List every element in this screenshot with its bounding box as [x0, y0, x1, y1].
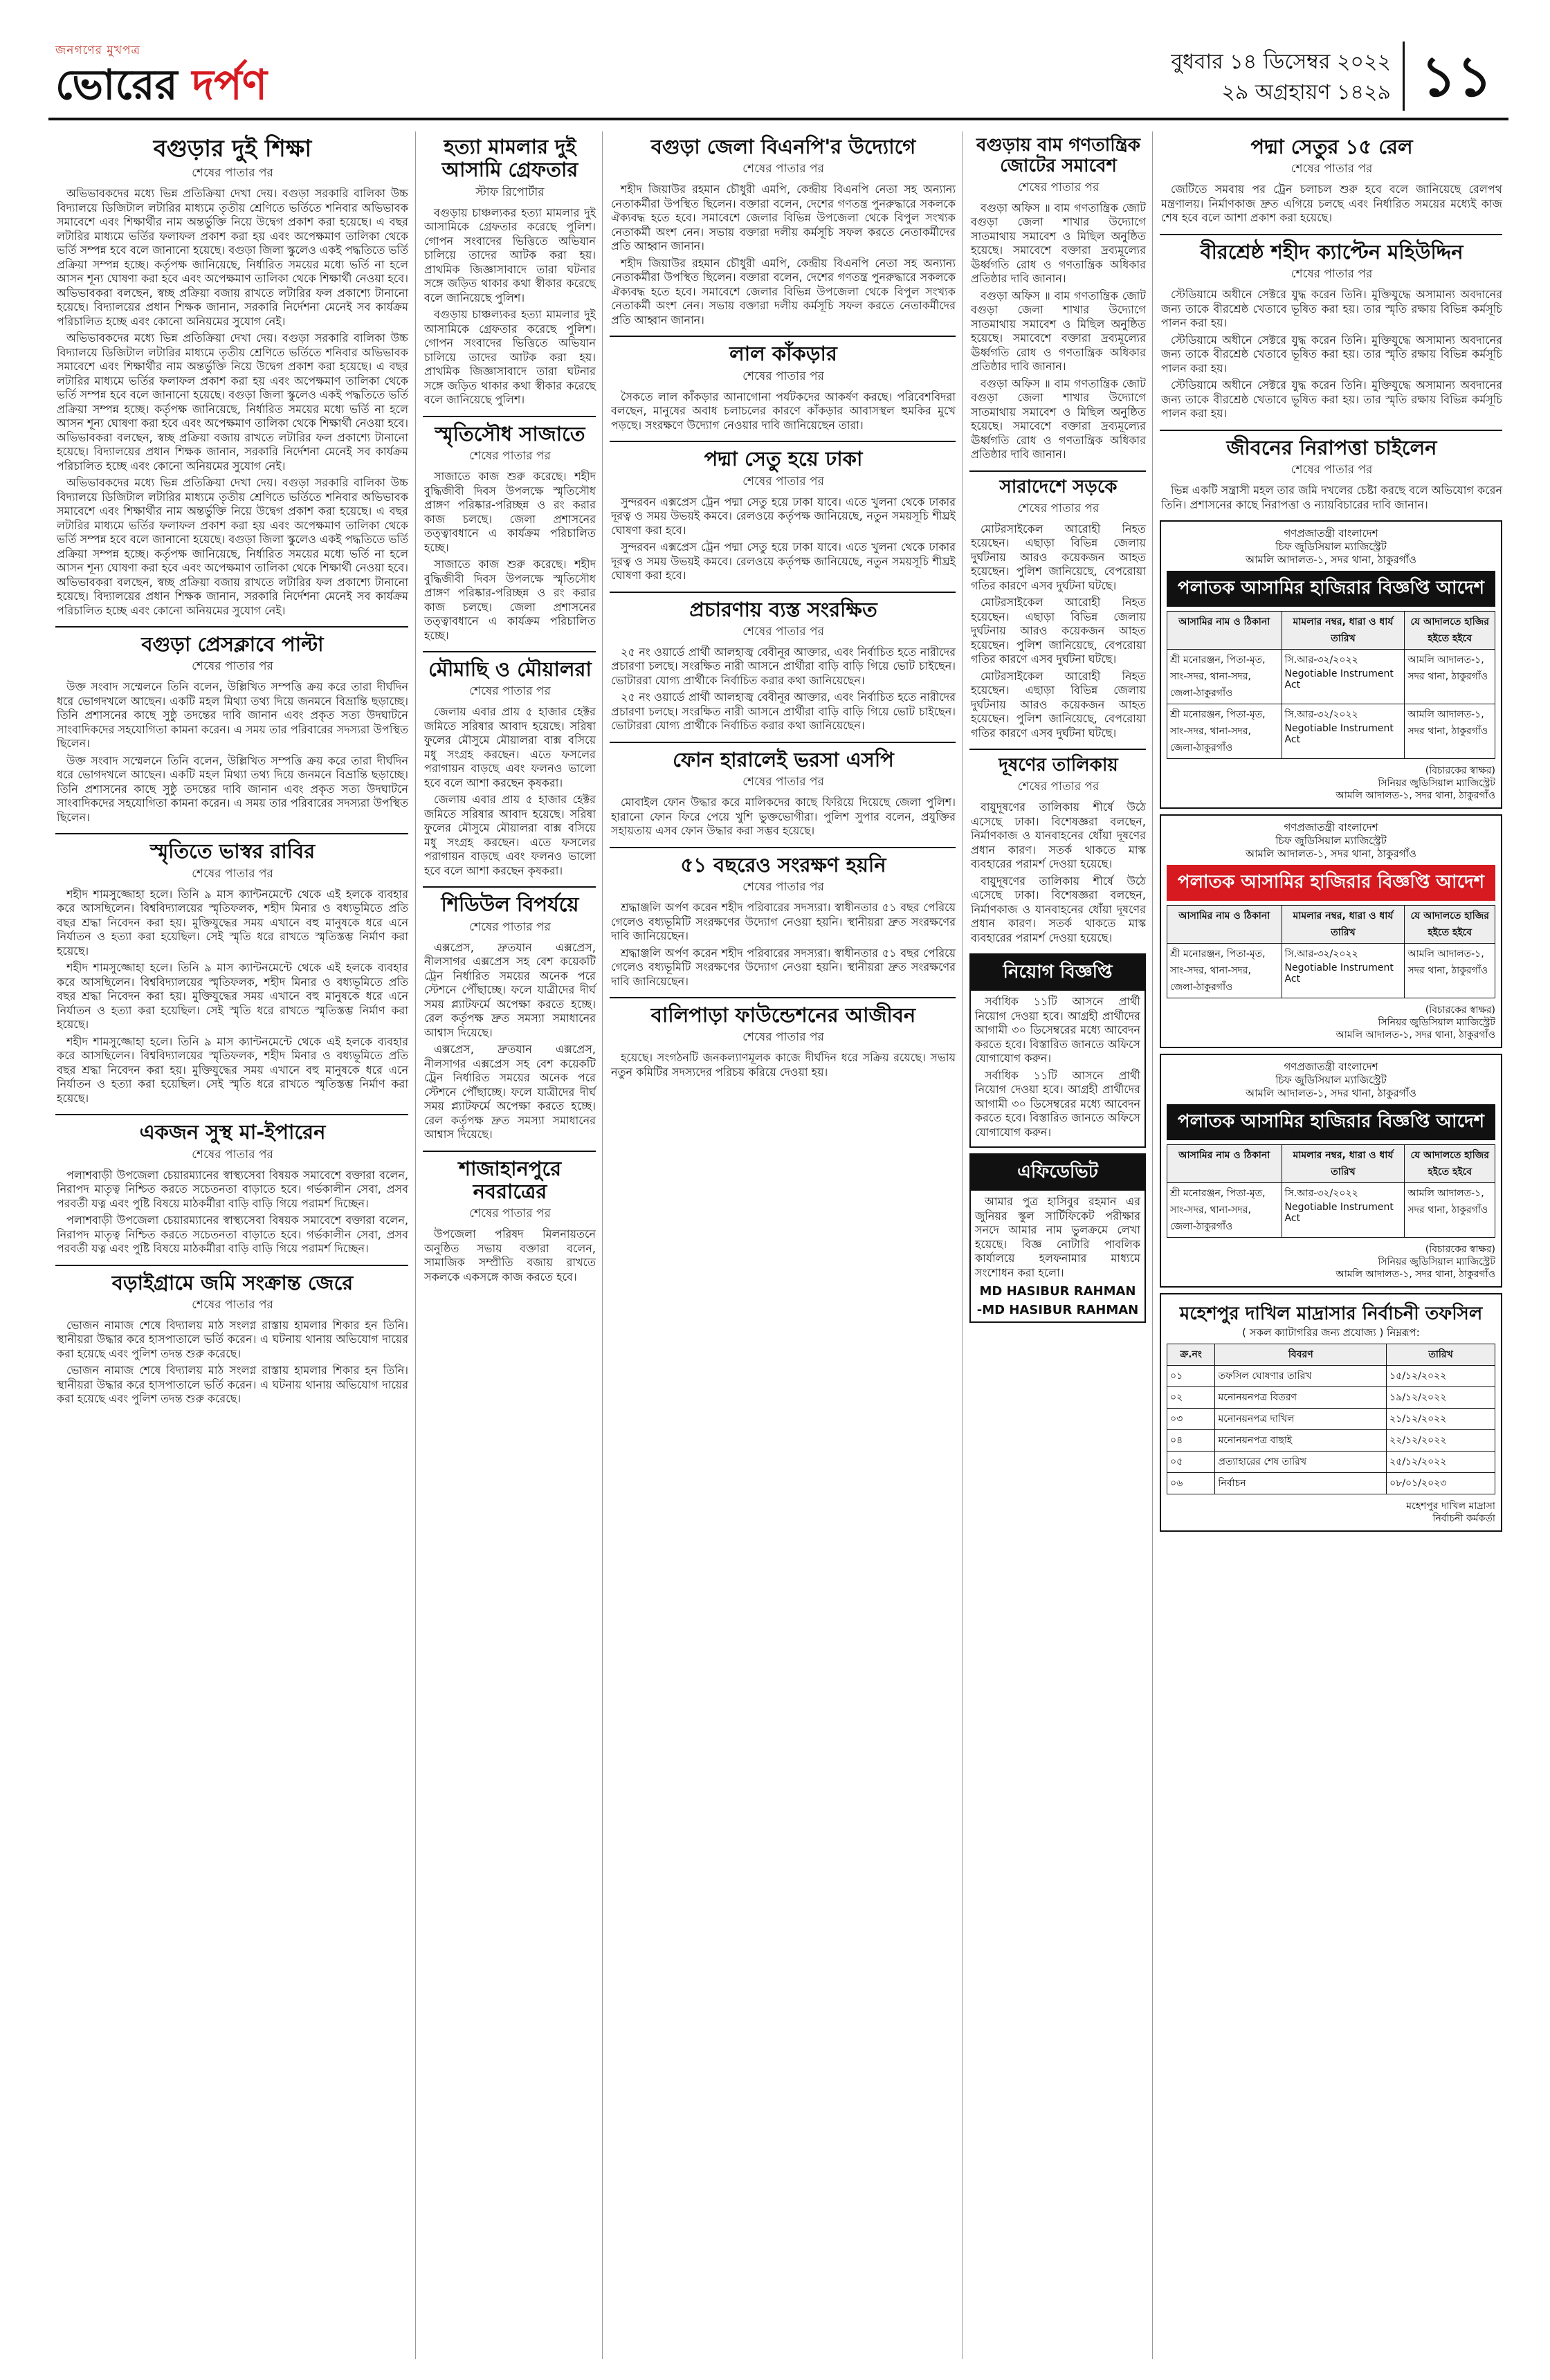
ad-heading: এফিডেভিট: [971, 1155, 1145, 1191]
continued-label: শেষের পাতার পর: [192, 1297, 273, 1312]
story-phone-sp: [611, 749, 956, 839]
headline: স্মৃতিসৌধ সাজাতে: [435, 421, 585, 446]
divider: [610, 441, 956, 442]
divider: [423, 651, 596, 652]
date-gregorian: বুধবার ১৪ ডিসেম্বর ২০২২: [1171, 50, 1391, 74]
ad-body: আমার পুত্র হাসিবুর রহমান এর জুনিয়র স্কুল সার্টিফিকেট পরীক্ষার সনদে আমার নাম ভুলক্রমে লেখা হয়েছে। বিজ্ঞ নোটারি পাবলিক কার্যালয়ে হলফনামার মাধ্যমে সংশোধন করা হলো।: [975, 1195, 1140, 1279]
continued-label: শেষের পাতার পর: [742, 775, 824, 789]
column-3: [602, 131, 963, 2359]
continued-label: শেষের পাতার পর: [742, 880, 824, 895]
headline: ফোন হারালেই ভরসা এসপি: [673, 747, 894, 771]
headline: বগুড়া জেলা বিএনপি'র উদ্যোগে: [650, 135, 916, 158]
table-header: ক্র.নং: [1167, 1344, 1215, 1365]
logo-title-b: দর্পণ: [192, 61, 267, 109]
ad-body: সর্বাধিক ১১টি আসনে প্রার্থী নিয়োগ দেওয়া হবে। আগ্রহী প্রার্থীদের আগামী ৩০ ডিসেম্বরের মধ্যে আবেদন করতে হবে। বিস্তারিত জানতে অফিসে যোগাযোগ করুন। সর্বাধিক ১১টি আসনে প্রার্থী নিয়োগ দেওয়া হবে। আগ্রহী প্রার্থীদের আগামী ৩০ ডিসেম্বরের মধ্যে আবেদন করতে হবে। বিস্তারিত জানতে অফিসে যোগাযোগ করুন।: [975, 995, 1140, 1139]
headline: দূষণের তালিকায়: [999, 755, 1118, 776]
notice-table: [1167, 1144, 1495, 1238]
column-2: [415, 131, 603, 2359]
table-row: ০২ মনোনয়নপত্র বিতরণ ১৯/১২/২০২২: [1167, 1386, 1495, 1408]
story-body: এক্সপ্রেস, দ্রুতযান এক্সপ্রেস, নীলসাগর এক্সপ্রেস সহ বেশ কয়েকটি ট্রেন নির্ধারিত সময়ের অনেক পরে স্টেশনে পৌঁছাচ্ছে। ফলে যাত্রীদের দীর্ঘ সময় প্ল্যাটফর্মে অপেক্ষা করতে হচ্ছে। রেল কর্তৃপক্ষ দ্রুত সমস্যা সমাধানের আশ্বাস দিয়েছে। এক্সপ্রেস, দ্রুতযান এক্সপ্রেস, নীলসাগর এক্সপ্রেস সহ বেশ কয়েকটি ট্রেন নির্ধারিত সময়ের অনেক পরে স্টেশনে পৌঁছাচ্ছে। ফলে যাত্রীদের দীর্ঘ সময় প্ল্যাটফর্মে অপেক্ষা করতে হচ্ছে। রেল কর্তৃপক্ষ দ্রুত সমস্যা সমাধানের আশ্বাস দিয়েছে।: [424, 940, 596, 1142]
table-header: মামলার নম্বর, ধারা ও ধার্য তারিখ: [1282, 1145, 1405, 1183]
notice-title: পলাতক আসামির হাজিরার বিজ্ঞপ্তি আদেশ: [1167, 571, 1495, 607]
headline: পদ্মা সেতু হয়ে ঢাকা: [704, 447, 863, 471]
story-body: ভিন্ন একটি সন্ত্রাসী মহল তার জমি দখলের চেষ্টা করছে বলে অভিযোগ করেন তিনি। প্রশাসনের কাছে নিরাপত্তা ও ন্যায়বিচারের দাবি জানান।: [1161, 484, 1502, 511]
table-row: ০৪ মনোনয়নপত্র বাছাই ২২/১২/২০২২: [1167, 1429, 1495, 1451]
notice-org: গণপ্রজাতন্ত্রী বাংলাদেশ চিফ জুডিসিয়াল ম্যাজিস্ট্রেট আমলি আদালত-১, সদর থানা, ঠাকুরগাঁও: [1246, 1061, 1416, 1100]
divider: [610, 742, 956, 743]
divider: [610, 336, 956, 337]
divider: [423, 416, 596, 417]
table-header: যে আদালতে হাজির হইতে হইবে: [1405, 906, 1495, 944]
continued-label: শেষের পাতার পর: [192, 866, 273, 881]
headline: একজন সুস্থ মা-ইপারেন: [139, 1120, 326, 1144]
table-row: শ্রী মনোরঞ্জন, পিতা-মৃত, সাং-সদর, থানা-সদর, জেলা-ঠাকুরগাঁও সি.আর-৩২/২০২২ Negotiable Instrument Act আমলি আদালত-১, সদর থানা, ঠাকুরগাঁও: [1167, 944, 1495, 998]
story-campaign: [611, 598, 956, 733]
issue-date: [1171, 47, 1391, 108]
affidavit-ad: [969, 1153, 1146, 1323]
notice-signature: মহেশপুর দাখিল মাদ্রাসা নির্বাচনী কর্মকর্তা: [1406, 1500, 1495, 1524]
logo-tagline: জনগণের মুখপত্র: [55, 44, 140, 57]
table-row: ০৩ মনোনয়নপত্র দাখিল ২১/১২/২০২২: [1167, 1408, 1495, 1429]
headline: বীরশ্রেষ্ঠ শহীদ ক্যাপ্টেন মহিউদ্দিন: [1200, 239, 1464, 264]
headline: বালিপাড়া ফাউন্ডেশনের আজীবন: [650, 1003, 916, 1027]
logo-title-a: ভোরের: [55, 61, 178, 109]
headline: পদ্মা সেতুর ১৫ রেল: [1250, 135, 1413, 158]
divider: [969, 749, 1146, 750]
table-header: মামলার নম্বর, ধারা ও ধার্য তারিখ: [1282, 612, 1405, 650]
notice-title: পলাতক আসামির হাজিরার বিজ্ঞপ্তি আদেশ: [1167, 865, 1495, 901]
headline: বগুড়া প্রেসক্লাবে পাল্টা: [141, 632, 324, 657]
court-notice-3: [1160, 1054, 1502, 1288]
continued-label: শেষের পাতার পর: [469, 684, 551, 699]
notice-signature: (বিচারকের স্বাক্ষর) সিনিয়র জুডিসিয়াল ম্যাজিস্ট্রেট আমলি আদালত-১, সদর থানা, ঠাকুরগাঁও: [1335, 1244, 1495, 1281]
story-body: শহীদ জিয়াউর রহমান চৌধুরী এমপি, কেন্দ্রীয় বিএনপি নেতা সহ অন্যান্য নেতাকর্মীরা উপস্থিত ছিলেন। বক্তারা বলেন, দেশের গণতন্ত্র পুনরুদ্ধারে সকলকে ঐক্যবদ্ধ হতে হবে। সমাবেশে জেলার বিভিন্ন উপজেলা থেকে বিপুল সংখ্যক নেতাকর্মী অংশ নেন। সভায় বক্তারা দলীয় কর্মসূচি সফল করতে নেতাকর্মীদের প্রতি আহ্বান জানান। শহীদ জিয়াউর রহমান চৌধুরী এমপি, কেন্দ্রীয় বিএনপি নেতা সহ অন্যান্য নেতাকর্মীরা উপস্থিত ছিলেন। বক্তারা বলেন, দেশের গণতন্ত্র পুনরুদ্ধারে সকলকে ঐক্যবদ্ধ হতে হবে। সমাবেশে জেলার বিভিন্ন উপজেলা থেকে বিপুল সংখ্যক নেতাকর্মী অংশ নেন। সভায় বক্তারা দলীয় কর্মসূচি সফল করতে নেতাকর্মীদের প্রতি আহ্বান জানান।: [611, 183, 956, 327]
notice-subtitle: ( সকল ক্যাটাগরির জন্য প্রযোজ্য ) নিম্নরূপ:: [1242, 1326, 1420, 1339]
story-body: উক্ত সংবাদ সম্মেলনে তিনি বলেন, উল্লিখিত সম্পত্তি ক্রয় করে তারা দীর্ঘদিন ধরে ভোগদখলে আছেন। একটি মহল মিথ্যা তথ্য দিয়ে জনমনে বিভ্রান্তি ছড়াচ্ছে। তিনি প্রশাসনের কাছে সুষ্ঠু তদন্তের দাবি জানান এবং প্রকৃত সত্য উদঘাটনে সাংবাদিকদের সহযোগিতা কামনা করেন। এ সময় তার পরিবারের সদস্যরা উপস্থিত ছিলেন। উক্ত সংবাদ সম্মেলনে তিনি বলেন, উল্লিখিত সম্পত্তি ক্রয় করে তারা দীর্ঘদিন ধরে ভোগদখলে আছেন। একটি মহল মিথ্যা তথ্য দিয়ে জনমনে বিভ্রান্তি ছড়াচ্ছে। তিনি প্রশাসনের কাছে সুষ্ঠু তদন্তের দাবি জানান এবং প্রকৃত সত্য উদঘাটনে সাংবাদিকদের সহযোগিতা কামনা করেন। এ সময় তার পরিবারের সদস্যরা উপস্থিত ছিলেন।: [57, 680, 408, 824]
table-row: ০৫ প্রত্যাহারের শেষ তারিখ ২৫/১২/২০২২: [1167, 1451, 1495, 1472]
story-body: সুন্দরবন এক্সপ্রেস ট্রেন পদ্মা সেতু হয়ে ঢাকা যাবে। এতে খুলনা থেকে ঢাকার দূরত্ব ও সময় উভয়ই কমবে। রেলওয়ে কর্তৃপক্ষ জানিয়েছে, নতুন সময়সূচি শীঘ্রই ঘোষণা করা হবে। সুন্দরবন এক্সপ্রেস ট্রেন পদ্মা সেতু হয়ে ঢাকা যাবে। এতে খুলনা থেকে ঢাকার দূরত্ব ও সময় উভয়ই কমবে। রেলওয়ে কর্তৃপক্ষ জানিয়েছে, নতুন সময়সূচি শীঘ্রই ঘোষণা করা হবে।: [611, 495, 956, 583]
story-bnp-bogura: [611, 136, 956, 327]
story-bees: [424, 658, 596, 878]
column-1: [48, 131, 415, 2359]
story-life-security: [1161, 437, 1502, 512]
continued-label: শেষের পাতার পর: [192, 1147, 273, 1162]
divider: [55, 1265, 408, 1266]
story-body: ২৫ নং ওয়ার্ডে প্রার্থী আলহাজ্ব বেবীনূর আক্তার, এবং নির্বাচিত হতে নারীদের প্রচারণা চলছে। সংরক্ষিত নারী আসনে প্রার্থীরা বাড়ি বাড়ি গিয়ে ভোট চাইছেন। ভোটাররা যোগ্য প্রার্থীকে নির্বাচিত করার কথা জানিয়েছেন। ২৫ নং ওয়ার্ডে প্রার্থী আলহাজ্ব বেবীনূর আক্তার, এবং নির্বাচিত হতে নারীদের প্রচারণা চলছে। সংরক্ষিত নারী আসনে প্রার্থীরা বাড়ি বাড়ি গিয়ে ভোট চাইছেন। ভোটাররা যোগ্য প্রার্থীকে নির্বাচিত করার কথা জানিয়েছেন।: [611, 645, 956, 733]
story-body: অভিভাবকদের মধ্যে ভিন্ন প্রতিক্রিয়া দেখা দেয়। বগুড়া সরকারি বালিকা উচ্চ বিদ্যালয়ে ডিজিটাল লটারির মাধ্যমে তৃতীয় শ্রেণিতে ভর্তিতে শনিবার অভিভাবক সমাবেশে এবং শিক্ষার্থীর নাম অন্তর্ভুক্তি নিয়ে উদ্বেগ প্রকাশ করা হয়েছে। এ বছর লটারির মাধ্যমে ভর্তির ফলাফল প্রকাশ করা হয় এবং অপেক্ষমাণ তালিকা থেকে ভর্তি সম্পন্ন হবে বলে জানানো হয়েছে। বগুড়া জিলা স্কুলেও একই পদ্ধতিতে ভর্তি প্রক্রিয়া সম্পন্ন হচ্ছে। কর্তৃপক্ষ জানিয়েছে, নির্ধারিত সময়ের মধ্যে ভর্তি না হলে আসন শূন্য ঘোষণা করা হবে এবং অপেক্ষমাণ তালিকা থেকে শিক্ষার্থী নেওয়া হবে। অভিভাবকরা বলছেন, স্বচ্ছ প্রক্রিয়া বজায় রাখতে লটারির ফল প্রকাশ্যে টানানো হয়েছে। বিদ্যালয়ের প্রধান শিক্ষক জানান, সরকারি নির্দেশনা মেনেই সব কার্যক্রম পরিচালিত হচ্ছে এবং কোনো অনিয়মের সুযোগ নেই। অভিভাবকদের মধ্যে ভিন্ন প্রতিক্রিয়া দেখা দেয়। বগুড়া সরকারি বালিকা উচ্চ বিদ্যালয়ে ডিজিটাল লটারির মাধ্যমে তৃতীয় শ্রেণিতে ভর্তিতে শনিবার অভিভাবক সমাবেশে এবং শিক্ষার্থীর নাম অন্তর্ভুক্তি নিয়ে উদ্বেগ প্রকাশ করা হয়েছে। এ বছর লটারির মাধ্যমে ভর্তির ফলাফল প্রকাশ করা হয় এবং অপেক্ষমাণ তালিকা থেকে ভর্তি সম্পন্ন হবে বলে জানানো হয়েছে। বগুড়া জিলা স্কুলেও একই পদ্ধতিতে ভর্তি প্রক্রিয়া সম্পন্ন হচ্ছে। কর্তৃপক্ষ জানিয়েছে, নির্ধারিত সময়ের মধ্যে ভর্তি না হলে আসন শূন্য ঘোষণা করা হবে এবং অপেক্ষমাণ তালিকা থেকে শিক্ষার্থী নেওয়া হবে। অভিভাবকরা বলছেন, স্বচ্ছ প্রক্রিয়া বজায় রাখতে লটারির ফল প্রকাশ্যে টানানো হয়েছে। বিদ্যালয়ের প্রধান শিক্ষক জানান, সরকারি নির্দেশনা মেনেই সব কার্যক্রম পরিচালিত হচ্ছে এবং কোনো অনিয়মের সুযোগ নেই। অভিভাবকদের মধ্যে ভিন্ন প্রতিক্রিয়া দেখা দেয়। বগুড়া সরকারি বালিকা উচ্চ বিদ্যালয়ে ডিজিটাল লটারির মাধ্যমে তৃতীয় শ্রেণিতে ভর্তিতে শনিবার অভিভাবক সমাবেশে এবং শিক্ষার্থীর নাম অন্তর্ভুক্তি নিয়ে উদ্বেগ প্রকাশ করা হয়েছে। এ বছর লটারির মাধ্যমে ভর্তির ফলাফল প্রকাশ করা হয় এবং অপেক্ষমাণ তালিকা থেকে ভর্তি সম্পন্ন হবে বলে জানানো হয়েছে। বগুড়া জিলা স্কুলেও একই পদ্ধতিতে ভর্তি প্রক্রিয়া সম্পন্ন হচ্ছে। কর্তৃপক্ষ জানিয়েছে, নির্ধারিত সময়ের মধ্যে ভর্তি না হলে আসন শূন্য ঘোষণা করা হবে এবং অপেক্ষমাণ তালিকা থেকে শিক্ষার্থী নেওয়া হবে। অভিভাবকরা বলছেন, স্বচ্ছ প্রক্রিয়া বজায় রাখতে লটারির ফল প্রকাশ্যে টানানো হয়েছে। বিদ্যালয়ের প্রধান শিক্ষক জানান, সরকারি নির্দেশনা মেনেই সব কার্যক্রম পরিচালিত হচ্ছে এবং কোনো অনিয়মের সুযোগ নেই।: [57, 187, 408, 617]
story-pollution: [971, 756, 1146, 945]
story-body: বগুড়া অফিস ॥ বাম গণতান্ত্রিক জোট বগুড়া জেলা শাখার উদ্যোগে সাতমাথায় সমাবেশ ও মিছিল অনুষ্ঠিত হয়েছে। সমাবেশে বক্তারা দ্রব্যমূল্যের ঊর্ধ্বগতি রোধ ও গণতান্ত্রিক অধিকার প্রতিষ্ঠার দাবি জানান। বগুড়া অফিস ॥ বাম গণতান্ত্রিক জোট বগুড়া জেলা শাখার উদ্যোগে সাতমাথায় সমাবেশ ও মিছিল অনুষ্ঠিত হয়েছে। সমাবেশে বক্তারা দ্রব্যমূল্যের ঊর্ধ্বগতি রোধ ও গণতান্ত্রিক অধিকার প্রতিষ্ঠার দাবি জানান। বগুড়া অফিস ॥ বাম গণতান্ত্রিক জোট বগুড়া জেলা শাখার উদ্যোগে সাতমাথায় সমাবেশ ও মিছিল অনুষ্ঠিত হয়েছে। সমাবেশে বক্তারা দ্রব্যমূল্যের ঊর্ধ্বগতি রোধ ও গণতান্ত্রিক অধিকার প্রতিষ্ঠার দাবি জানান।: [971, 201, 1146, 461]
divider: [969, 470, 1146, 472]
continued-label: শেষের পাতার পর: [742, 474, 824, 488]
divider: [610, 592, 956, 593]
story-body: ভোজন নামাজ শেষে বিদ্যালয় মাঠ সংলগ্ন রাস্তায় হামলার শিকার হন তিনি। স্থানীয়রা উদ্ধার করে হাসপাতালে ভর্তি করেন। এ ঘটনায় থানায় অভিযোগ দায়ের করা হয়েছে এবং পুলিশ তদন্ত শুরু করেছে। ভোজন নামাজ শেষে বিদ্যালয় মাঠ সংলগ্ন রাস্তায় হামলার শিকার হন তিনি। স্থানীয়রা উদ্ধার করে হাসপাতালে ভর্তি করেন। এ ঘটনায় থানায় অভিযোগ দায়ের করা হয়েছে এবং পুলিশ তদন্ত শুরু করেছে।: [57, 1318, 408, 1406]
ad-heading: নিয়োগ বিজ্ঞপ্তি: [971, 955, 1145, 991]
headline: লাল কাঁকড়ার: [729, 342, 837, 366]
story-bogura-education: [57, 136, 408, 618]
continued-label: শেষের পাতার পর: [1291, 463, 1373, 477]
headline: প্রচারণায় ব্যস্ত সংরক্ষিত: [689, 597, 877, 621]
date-bengali: ২৯ অগ্রহায়ণ ১৪২৯: [1221, 80, 1391, 104]
story-left-alliance: [971, 136, 1146, 462]
madrasa-election-notice: [1160, 1293, 1502, 1532]
story-body: মোবাইল ফোন উদ্ধার করে মালিকদের কাছে ফিরিয়ে দিয়েছে জেলা পুলিশ। হারানো ফোন ফিরে পেয়ে খুশি ভুক্তভোগীরা। পুলিশ সুপার বলেন, প্রযুক্তির সহায়তায় এসব ফোন উদ্ধার করা সম্ভব হয়েছে।: [611, 796, 956, 838]
story-red-crab: [611, 342, 956, 432]
table-header: যে আদালতে হাজির হইতে হইবে: [1405, 1145, 1495, 1183]
continued-label: শেষের পাতার পর: [1291, 162, 1373, 176]
court-notice-1: [1160, 520, 1502, 809]
table-header: তারিখ: [1387, 1344, 1495, 1365]
headline: বগুড়ার দুই শিক্ষা: [153, 135, 312, 163]
court-notice-2: [1160, 814, 1502, 1048]
story-body: বগুড়ায় চাঞ্চল্যকর হত্যা মামলার দুই আসামিকে গ্রেফতার করেছে পুলিশ। গোপন সংবাদের ভিত্তিতে অভিযান চালিয়ে তাদের আটক করা হয়। প্রাথমিক জিজ্ঞাসাবাদে তারা ঘটনার সঙ্গে জড়িত থাকার কথা স্বীকার করেছে বলে জানিয়েছে পুলিশ। বগুড়ায় চাঞ্চল্যকর হত্যা মামলার দুই আসামিকে গ্রেফতার করেছে পুলিশ। গোপন সংবাদের ভিত্তিতে অভিযান চালিয়ে তাদের আটক করা হয়। প্রাথমিক জিজ্ঞাসাবাদে তারা ঘটনার সঙ্গে জড়িত থাকার কথা স্বীকার করেছে বলে জানিয়েছে পুলিশ।: [424, 205, 596, 407]
headline: শিডিউল বিপর্যয়ে: [441, 892, 579, 917]
story-balipara: [611, 1004, 956, 1079]
story-51-years: [611, 854, 956, 989]
story-press-club: [57, 633, 408, 825]
headline: মৌমাছি ও মৌয়ালরা: [428, 657, 592, 681]
story-captain-mohiuddin: [1161, 241, 1502, 421]
job-ad: [969, 953, 1146, 1148]
continued-label: শেষের পাতার পর: [469, 449, 551, 464]
divider: [610, 847, 956, 848]
continued-label: শেষের পাতার পর: [742, 162, 824, 176]
story-healthy-mother: [57, 1121, 408, 1256]
table-header: বিবরণ: [1215, 1344, 1387, 1365]
continued-label: শেষের পাতার পর: [742, 624, 824, 639]
divider: [610, 997, 956, 998]
headline: হত্যা মামলার দুই আসামি গ্রেফতার: [441, 135, 578, 182]
story-body: সাজাতে কাজ শুরু করেছে। শহীদ বুদ্ধিজীবী দিবস উপলক্ষে স্মৃতিসৌধ প্রাঙ্গণ পরিষ্কার-পরিচ্ছন্ন ও রং করার কাজ চলছে। জেলা প্রশাসনের তত্ত্বাবধানে এ কার্যক্রম পরিচালিত হচ্ছে। সাজাতে কাজ শুরু করেছে। শহীদ বুদ্ধিজীবী দিবস উপলক্ষে স্মৃতিসৌধ প্রাঙ্গণ পরিষ্কার-পরিচ্ছন্ন ও রং করার কাজ চলছে। জেলা প্রশাসনের তত্ত্বাবধানে এ কার্যক্রম পরিচালিত হচ্ছে।: [424, 470, 596, 642]
notice-signature: (বিচারকের স্বাক্ষর) সিনিয়র জুডিসিয়াল ম্যাজিস্ট্রেট আমলি আদালত-১, সদর থানা, ঠাকুরগাঁও: [1335, 765, 1495, 802]
story-shajahanpur: [424, 1157, 596, 1285]
story-padma-rail: [1161, 136, 1502, 226]
affidavit-name: MD HASIBUR RAHMAN: [979, 1284, 1136, 1299]
story-body: স্টেডিয়ামে অধীনে সেক্টরে যুদ্ধ করেন তিনি। মুক্তিযুদ্ধে অসামান্য অবদানের জন্য তাকে বীরশ্রেষ্ঠ খেতাবে ভূষিত করা হয়। তার স্মৃতি রক্ষায় বিভিন্ন কর্মসূচি পালন করা হয়। স্টেডিয়ামে অধীনে সেক্টরে যুদ্ধ করেন তিনি। মুক্তিযুদ্ধে অসামান্য অবদানের জন্য তাকে বীরশ্রেষ্ঠ খেতাবে ভূষিত করা হয়। তার স্মৃতি রক্ষায় বিভিন্ন কর্মসূচি পালন করা হয়। স্টেডিয়ামে অধীনে সেক্টরে যুদ্ধ করেন তিনি। মুক্তিযুদ্ধে অসামান্য অবদানের জন্য তাকে বীরশ্রেষ্ঠ খেতাবে ভূষিত করা হয়। তার স্মৃতি রক্ষায় বিভিন্ন কর্মসূচি পালন করা হয়।: [1161, 288, 1502, 421]
table-header: আসামির নাম ও ঠিকানা: [1167, 906, 1282, 944]
headline: ৫১ বছরেও সংরক্ষণ হয়নি: [680, 852, 886, 877]
story-body: বায়ুদূষণের তালিকায় শীর্ষে উঠে এসেছে ঢাকা। বিশেষজ্ঞরা বলছেন, নির্মাণকাজ ও যানবাহনের ধোঁয়া দূষণের প্রধান কারণ। সতর্ক থাকতে মাস্ক ব্যবহারের পরামর্শ দেওয়া হয়েছে। বায়ুদূষণের তালিকায় শীর্ষে উঠে এসেছে ঢাকা। বিশেষজ্ঞরা বলছেন, নির্মাণকাজ ও যানবাহনের ধোঁয়া দূষণের প্রধান কারণ। সতর্ক থাকতে মাস্ক ব্যবহারের পরামর্শ দেওয়া হয়েছে।: [971, 800, 1146, 944]
masthead: [48, 42, 1508, 120]
continued-label: স্টাফ রিপোর্টার: [475, 185, 545, 199]
story-road-accident: [971, 477, 1146, 740]
story-body: সৈকতে লাল কাঁকড়ার আনাগোনা পর্যটকদের আকর্ষণ করছে। পরিবেশবিদরা বলছেন, মানুষের অবাধ চলাচলের কারণে কাঁকড়ার আবাসস্থল হুমকির মুখে পড়ছে। সংরক্ষণে উদ্যোগ নেওয়ার দাবি জানিয়েছেন তারা।: [611, 390, 956, 432]
story-body: উপজেলা পরিষদ মিলনায়তনে অনুষ্ঠিত সভায় বক্তারা বলেন, সামাজিক সম্প্রীতি বজায় রাখতে সকলকে একসঙ্গে কাজ করতে হবে।: [424, 1227, 596, 1283]
divider: [423, 1151, 596, 1152]
story-padma-dhaka: [611, 448, 956, 583]
notice-table: [1167, 611, 1495, 759]
story-body: শহীদ শামসুজ্জোহা হলে। তিনি ৯ মাস ক্যান্টনমেন্টে থেকে এই হলকে ব্যবহার করে আসছিলেন। বিশ্ববিদ্যালয়ের স্মৃতিফলক, শহীদ মিনার ও বধ্যভূমিতে প্রতি বছর শ্রদ্ধা নিবেদন করা হয়। মুক্তিযুদ্ধের সময় এখানে বহু মানুষকে ধরে এনে নির্যাতন ও হত্যা করা হয়েছিল। সেই স্মৃতি ধরে রাখতে স্মৃতিস্তম্ভ নির্মাণ করা হয়েছে। শহীদ শামসুজ্জোহা হলে। তিনি ৯ মাস ক্যান্টনমেন্টে থেকে এই হলকে ব্যবহার করে আসছিলেন। বিশ্ববিদ্যালয়ের স্মৃতিফলক, শহীদ মিনার ও বধ্যভূমিতে প্রতি বছর শ্রদ্ধা নিবেদন করা হয়। মুক্তিযুদ্ধের সময় এখানে বহু মানুষকে ধরে এনে নির্যাতন ও হত্যা করা হয়েছিল। সেই স্মৃতি ধরে রাখতে স্মৃতিস্তম্ভ নির্মাণ করা হয়েছে। শহীদ শামসুজ্জোহা হলে। তিনি ৯ মাস ক্যান্টনমেন্টে থেকে এই হলকে ব্যবহার করে আসছিলেন। বিশ্ববিদ্যালয়ের স্মৃতিফলক, শহীদ মিনার ও বধ্যভূমিতে প্রতি বছর শ্রদ্ধা নিবেদন করা হয়। মুক্তিযুদ্ধের সময় এখানে বহু মানুষকে ধরে এনে নির্যাতন ও হত্যা করা হয়েছিল। সেই স্মৃতি ধরে রাখতে স্মৃতিস্তম্ভ নির্মাণ করা হয়েছে।: [57, 887, 408, 1105]
headline: স্মৃতিতে ভাস্বর রাবির: [149, 839, 316, 863]
continued-label: শেষের পাতার পর: [742, 369, 824, 383]
table-row: ০১ তফসিল ঘোষণার তারিখ ১৫/১২/২০২২: [1167, 1365, 1495, 1386]
headline: শাজাহানপুরে নবরাত্রের: [458, 1156, 562, 1204]
story-baraigram-land: [57, 1272, 408, 1407]
continued-label: শেষের পাতার পর: [192, 659, 273, 674]
continued-label: শেষের পাতার পর: [742, 1030, 824, 1045]
continued-label: শেষের পাতার পর: [1017, 780, 1100, 794]
continued-label: শেষের পাতার পর: [1291, 267, 1373, 282]
story-body: পলাশবাড়ী উপজেলা চেয়ারম্যানের স্বাস্থ্যসেবা বিষয়ক সমাবেশে বক্তারা বলেন, নিরাপদ মাতৃত্ব নিশ্চিত করতে সচেতনতা বাড়াতে হবে। গর্ভকালীন সেবা, প্রসব পরবর্তী যত্ন এবং পুষ্টি বিষয়ে মাঠকর্মীরা বাড়ি বাড়ি গিয়ে পরামর্শ দিচ্ছেন। পলাশবাড়ী উপজেলা চেয়ারম্যানের স্বাস্থ্যসেবা বিষয়ক সমাবেশে বক্তারা বলেন, নিরাপদ মাতৃত্ব নিশ্চিত করতে সচেতনতা বাড়াতে হবে। গর্ভকালীন সেবা, প্রসব পরবর্তী যত্ন এবং পুষ্টি বিষয়ে মাঠকর্মীরা বাড়ি বাড়ি গিয়ে পরামর্শ দিচ্ছেন।: [57, 1168, 408, 1256]
story-rabi-memorial: [57, 840, 408, 1106]
story-body: জেটিতে সমবায় পর ট্রেন চলাচল শুরু হবে বলে জানিয়েছে রেলপথ মন্ত্রণালয়। নির্মাণকাজ দ্রুত এগিয়ে চলছে এবং নির্ধারিত সময়ের মধ্যেই কাজ শেষ হবে বলে আশা প্রকাশ করা হয়েছে।: [1161, 183, 1502, 225]
divider: [55, 833, 408, 834]
continued-label: শেষের পাতার পর: [192, 166, 273, 181]
headline: বগুড়ায় বাম গণতান্ত্রিক জোটের সমাবেশ: [976, 135, 1140, 176]
headline: সারাদেশে সড়কে: [999, 476, 1118, 497]
table-header: মামলার নম্বর, ধারা ও ধার্য তারিখ: [1282, 906, 1405, 944]
column-4: [962, 131, 1153, 2359]
page-number: ১১: [1403, 42, 1508, 111]
logo-title: [55, 61, 267, 109]
divider: [423, 886, 596, 888]
notice-org: গণপ্রজাতন্ত্রী বাংলাদেশ চিফ জুডিসিয়াল ম্যাজিস্ট্রেট আমলি আদালত-১, সদর থানা, ঠাকুরগাঁও: [1246, 527, 1416, 567]
affidavit-signature: -MD HASIBUR RAHMAN: [976, 1303, 1139, 1318]
notice-signature: (বিচারকের স্বাক্ষর) সিনিয়র জুডিসিয়াল ম্যাজিস্ট্রেট আমলি আদালত-১, সদর থানা, ঠাকুরগাঁও: [1335, 1005, 1495, 1041]
table-row: শ্রী মনোরঞ্জন, পিতা-মৃত, সাং-সদর, থানা-সদর, জেলা-ঠাকুরগাঁও সি.আর-৩২/২০২২ Negotiable Instrument Act আমলি আদালত-১, সদর থানা, ঠাকুরগাঁও: [1167, 650, 1495, 704]
table-row: ০৬ নির্বাচন ০৮/০১/২০২৩: [1167, 1472, 1495, 1494]
column-5: [1152, 131, 1509, 2359]
story-murder-arrest: [424, 136, 596, 408]
election-schedule-table: [1167, 1344, 1495, 1494]
notice-title: মহেশপুর দাখিল মাদ্রাসার নির্বাচনী তফসিল: [1179, 1303, 1483, 1325]
table-row: শ্রী মনোরঞ্জন, পিতা-মৃত, সাং-সদর, থানা-সদর, জেলা-ঠাকুরগাঁও সি.আর-৩২/২০২২ Negotiable Instrument Act আমলি আদালত-১, সদর থানা, ঠাকুরগাঁও: [1167, 704, 1495, 759]
notice-org: গণপ্রজাতন্ত্রী বাংলাদেশ চিফ জুডিসিয়াল ম্যাজিস্ট্রেট আমলি আদালত-১, সদর থানা, ঠাকুরগাঁও: [1246, 821, 1416, 861]
table-header: যে আদালতে হাজির হইতে হইবে: [1405, 612, 1495, 650]
divider: [1160, 234, 1502, 235]
story-body: মোটরসাইকেল আরোহী নিহত হয়েছেন। এছাড়া বিভিন্ন জেলায় দুর্ঘটনায় আরও কয়েকজন আহত হয়েছেন। পুলিশ জানিয়েছে, বেপরোয়া গতির কারণে এসব দুর্ঘটনা ঘটছে। মোটরসাইকেল আরোহী নিহত হয়েছেন। এছাড়া বিভিন্ন জেলায় দুর্ঘটনায় আরও কয়েকজন আহত হয়েছেন। পুলিশ জানিয়েছে, বেপরোয়া গতির কারণে এসব দুর্ঘটনা ঘটছে। মোটরসাইকেল আরোহী নিহত হয়েছেন। এছাড়া বিভিন্ন জেলায় দুর্ঘটনায় আরও কয়েকজন আহত হয়েছেন। পুলিশ জানিয়েছে, বেপরোয়া গতির কারণে এসব দুর্ঘটনা ঘটছে।: [971, 522, 1146, 740]
notice-table: [1167, 905, 1495, 998]
headline: বড়াইগ্রামে জমি সংক্রান্ত জেরে: [111, 1270, 354, 1294]
continued-label: শেষের পাতার পর: [469, 1207, 551, 1221]
headline: জীবনের নিরাপত্তা চাইলেন: [1226, 435, 1437, 459]
continued-label: শেষের পাতার পর: [1017, 180, 1100, 194]
newspaper-logo: [55, 42, 267, 109]
story-body: জেলায় এবার প্রায় ৫ হাজার হেক্টর জমিতে সরিষার আবাদ হয়েছে। সরিষা ফুলের মৌসুমে মৌয়ালরা বাক্স বসিয়ে মধু সংগ্রহ করছেন। এতে ফসলের পরাগায়ন বাড়ছে এবং ফলনও ভালো হবে বলে আশা করছেন কৃষকরা। জেলায় এবার প্রায় ৫ হাজার হেক্টর জমিতে সরিষার আবাদ হয়েছে। সরিষা ফুলের মৌসুমে মৌয়ালরা বাক্স বসিয়ে মধু সংগ্রহ করছেন। এতে ফসলের পরাগায়ন বাড়ছে এবং ফলনও ভালো হবে বলে আশা করছেন কৃষকরা।: [424, 705, 596, 877]
notice-title: পলাতক আসামির হাজিরার বিজ্ঞপ্তি আদেশ: [1167, 1104, 1495, 1140]
continued-label: শেষের পাতার পর: [469, 919, 551, 934]
divider: [55, 626, 408, 628]
story-schedule: [424, 893, 596, 1142]
table-header: আসামির নাম ও ঠিকানা: [1167, 612, 1282, 650]
story-body: হয়েছে। সংগঠনটি জনকল্যাণমূলক কাজে দীর্ঘদিন ধরে সক্রিয় রয়েছে। সভায় নতুন কমিটির সদস্যদের পরিচয় করিয়ে দেওয়া হয়।: [611, 1051, 956, 1079]
table-header: আসামির নাম ও ঠিকানা: [1167, 1145, 1282, 1183]
story-body: শ্রদ্ধাঞ্জলি অর্পণ করেন শহীদ পরিবারের সদস্যরা। স্বাধীনতার ৫১ বছর পেরিয়ে গেলেও বধ্যভূমিটি সংরক্ষণের উদ্যোগ নেওয়া হয়নি। স্থানীয়রা দ্রুত সংরক্ষণের দাবি জানিয়েছেন। শ্রদ্ধাঞ্জলি অর্পণ করেন শহীদ পরিবারের সদস্যরা। স্বাধীনতার ৫১ বছর পেরিয়ে গেলেও বধ্যভূমিটি সংরক্ষণের উদ্যোগ নেওয়া হয়নি। স্থানীয়রা দ্রুত সংরক্ষণের দাবি জানিয়েছেন।: [611, 901, 956, 988]
divider: [55, 1114, 408, 1115]
story-memorial-decor: [424, 423, 596, 643]
continued-label: শেষের পাতার পর: [1017, 501, 1100, 515]
table-row: শ্রী মনোরঞ্জন, পিতা-মৃত, সাং-সদর, থানা-সদর, জেলা-ঠাকুরগাঁও সি.আর-৩২/২০২২ Negotiable Instrument Act আমলি আদালত-১, সদর থানা, ঠাকুরগাঁও: [1167, 1183, 1495, 1238]
divider: [1160, 430, 1502, 431]
